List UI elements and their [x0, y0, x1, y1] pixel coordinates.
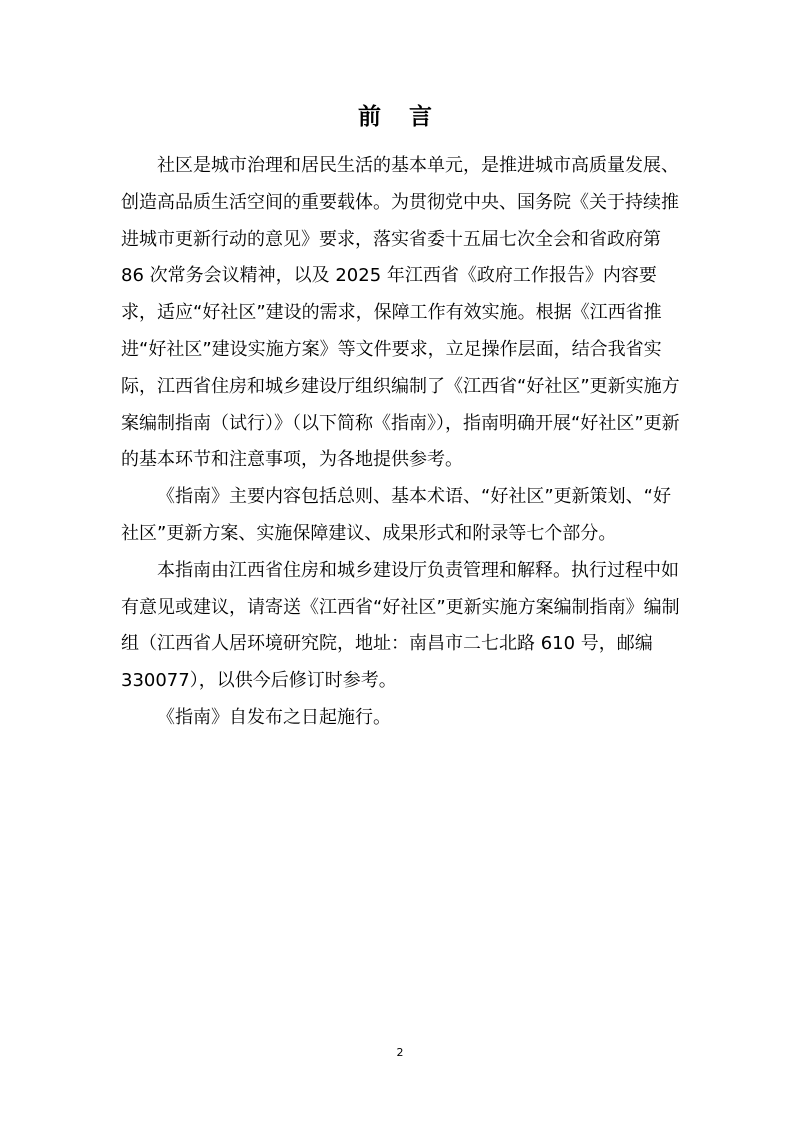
paragraph-2: 创造高品质生活空间的重要载体。为贯彻党中央、国务院《关于持续推进城市更新行动的意见》要求，落实省委十五届七次全会和省政府第 86 次常务会议精神，以及 2025 年江西省《政府工作报告》内容要求，适应“好社区”建设的需求，保障工作有效实施。根据《江西省推进“好社区”建设实施方案》等文件要求，立足操作层面，结合我省实际，江西省住房和城乡建设厅组织编制了《江西省“好社区”更新实施方案编制指南（试行）》（以下简称《指南》），指南明确开展“好社区”更新的基本环节和注意事项，为各地提供参考。 [121, 191, 680, 471]
body-text [121, 148, 685, 737]
paragraph-1: 社区是城市治理和居民生活的基本单元，是推进城市高质量发展、 [157, 155, 679, 176]
paragraph-4: 本指南由江西省住房和城乡建设厅负责管理和解释。执行过程中如有意见或建议，请寄送《江西省“好社区”更新实施方案编制指南》编制组（江西省人居环境研究院，地址：南昌市二七北路 610 号，邮编 330077），以供今后修订时参考。 [121, 559, 680, 692]
page-title: 前 言 [357, 104, 442, 130]
paragraph-3: 《指南》主要内容包括总则、基本术语、“好社区”更新策划、“好社区”更新方案、实施保障建议、成果形式和附录等七个部分。 [121, 486, 671, 544]
paragraph-5: 《指南》自发布之日起施行。 [157, 706, 391, 728]
page-number: 2 [396, 1046, 404, 1059]
